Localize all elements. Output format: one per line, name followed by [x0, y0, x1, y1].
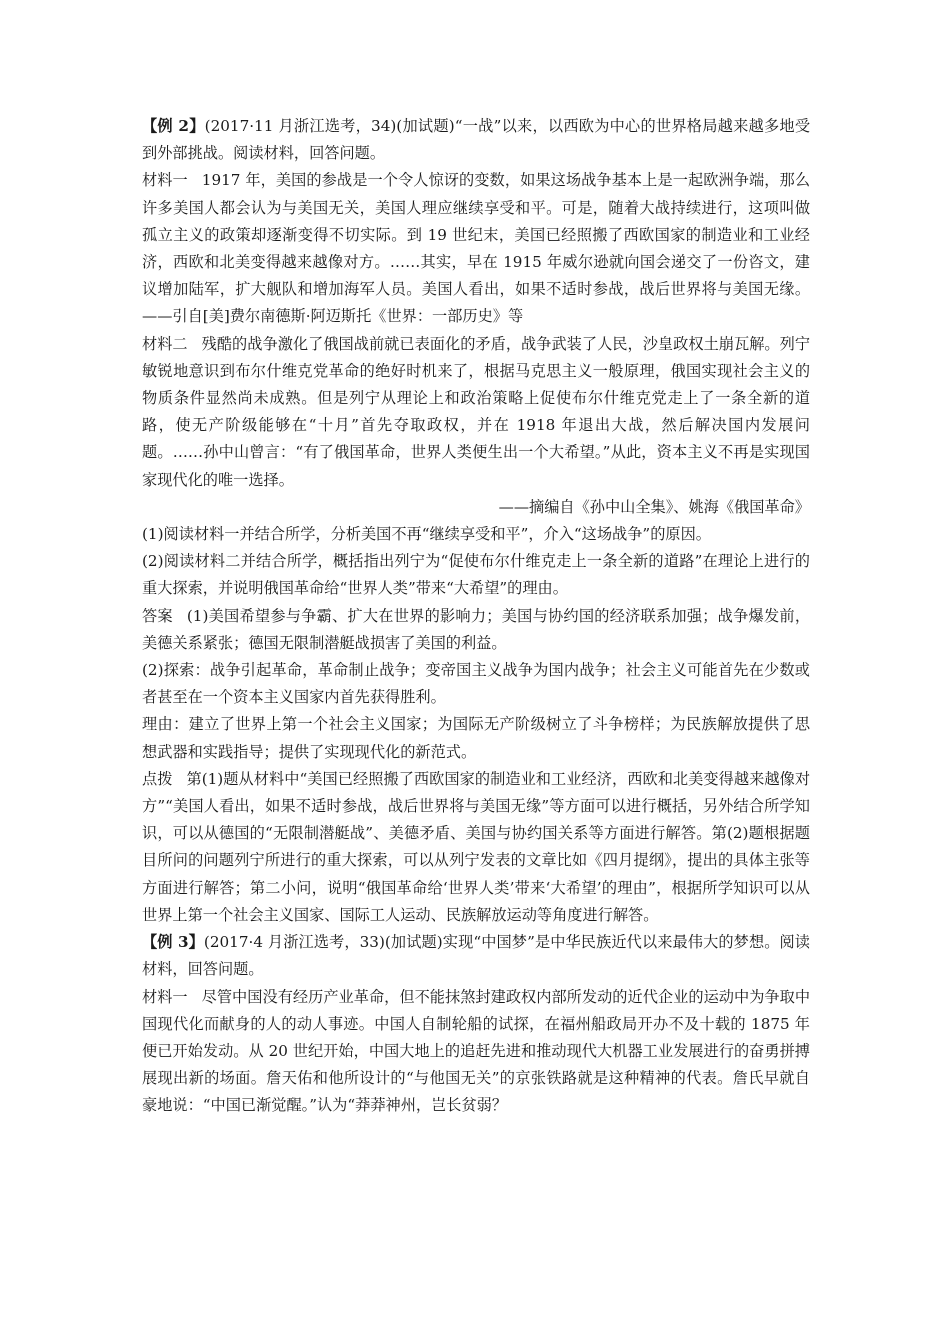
material-1-text: 1917 年，美国的参战是一个令人惊讶的变数，如果这场战争基本上是一起欧洲争端，那么许多美国人都会认为与美国无关，美国人理应继续享受和平。可是，随着大战持续进行，这项叫做孤立主义的政策却逐渐变得不切实际。到 19 世纪末，美国已经照搬了西欧国家的制造业和工业经济，西欧和北美变得越来越像对方。……其实，早在 1915 年威尔逊就向国会递交了一份咨文，建议增加陆军，扩大舰队和增加海军人员。美国人看出，如果不适时参战，战后世界将与美国无缘。——引自[美]费尔南德斯·阿迈斯托《世界：一部历史》等	[142, 171, 811, 326]
example-2-tag: 【例 2】	[142, 117, 205, 135]
answer-1-text: (1)美国希望参与争霸、扩大在世界的影响力；美国与协约国的经济联系加强；战争爆发前，美德关系紧张；德国无限制潜艇战损害了美国的利益。	[142, 606, 811, 652]
example-3-material-1-text: 尽管中国没有经历产业革命，但不能抹煞封建政权内部所发动的近代企业的运动中为争取中国现代化而献身的人的动人事迹。中国人自制轮船的试探，在福州船政局开办不及十载的 1875 年便已开始发动。从 20 世纪开始，中国大地上的追赶先进和推动现代大机器工业发展进行的奋勇拼搏展现出新的场面。詹天佑和他所设计的“与他国无关”的京张铁路就是这种精神的代表。詹氏早就自豪地说：“中国已渐觉醒。”认为“莽莽神州，岂长贫弱？	[142, 987, 811, 1115]
answer-paragraph	[142, 603, 810, 657]
example-3-tag: 【例 3】	[142, 933, 204, 952]
answer-label: 答案	[142, 606, 173, 625]
answer-3: 理由：建立了世界上第一个社会主义国家；为国际无产阶级树立了斗争榜样；为民族解放提供了思想武器和实践指导；提供了实现现代化的新范式。	[142, 715, 810, 761]
material-1-label: 材料一	[142, 171, 188, 190]
example-2-intro	[142, 113, 810, 167]
material-2-text: 残酷的战争激化了俄国战前就已表面化的矛盾，战争武装了人民，沙皇政权土崩瓦解。列宁敏锐地意识到布尔什维克党革命的绝好时机来了，根据马克思主义一般原理，俄国实现社会主义的物质条件显然尚未成熟。但是列宁从理论上和政治策略上促使布尔什维克党走上了一条全新的道路，使无产阶级能够在“十月”首先夺取政权，并在 1918 年退出大战，然后解决国内发展问题。……孙中山曾言：“有了俄国革命，世界人类便生出一个大希望。”从此，资本主义不再是实现国家现代化的唯一选择。	[142, 334, 811, 489]
material-1-paragraph	[142, 167, 810, 330]
example-2-intro-text: (2017·11 月浙江选考，34)(加试题)“一战”以来，以西欧为中心的世界格局越来越多地受到外部挑战。阅读材料，回答问题。	[142, 117, 811, 163]
question-2: (2)阅读材料二并结合所学，概括指出列宁为“促使布尔什维克走上一条全新的道路”在理论上进行的重大探索，并说明俄国革命给“世界人类”带来“大希望”的理由。	[142, 552, 810, 598]
example-3-intro-text: (2017·4 月浙江选考，33)(加试题)实现“中国梦”是中华民族近代以来最伟大的梦想。阅读材料，回答问题。	[142, 933, 810, 979]
tip-text: 第(1)题从材料中“美国已经照搬了西欧国家的制造业和工业经济，西欧和北美变得越来越像对方”“美国人看出，如果不适时参战，战后世界将与美国无缘”等方面可以进行概括，另外结合所学知识，可以从德国的“无限制潜艇战”、美德矛盾、美国与协约国关系等方面进行解答。第(2)题根据题目所问的问题列宁所进行的重大探索，可以从列宁发表的文章比如《四月提纲》，提出的具体主张等方面进行解答；第二小问，说明“俄国革命给‘世界人类’带来‘大希望’的理由”，根据所学知识可以从世界上第一个社会主义国家、国际工人运动、民族解放运动等角度进行解答。	[142, 769, 811, 924]
document-page	[142, 113, 810, 1120]
tip-paragraph	[142, 766, 810, 929]
material-2-source: ——摘编自《孙中山全集》、姚海《俄国革命》	[498, 497, 810, 516]
question-1: (1)阅读材料一并结合所学，分析美国不再“继续享受和平”，介入“这场战争”的原因。	[142, 525, 711, 544]
example-3-material-1-paragraph	[142, 984, 810, 1120]
example-3-intro	[142, 929, 810, 983]
answer-2: (2)探索：战争引起革命，革命制止战争；变帝国主义战争为国内战争；社会主义可能首先在少数或者甚至在一个资本主义国家内首先获得胜利。	[142, 661, 810, 707]
tip-label: 点拨	[142, 769, 173, 788]
material-2-paragraph	[142, 331, 810, 494]
material-2-label: 材料二	[142, 334, 188, 353]
example-3-material-1-label: 材料一	[142, 987, 188, 1006]
